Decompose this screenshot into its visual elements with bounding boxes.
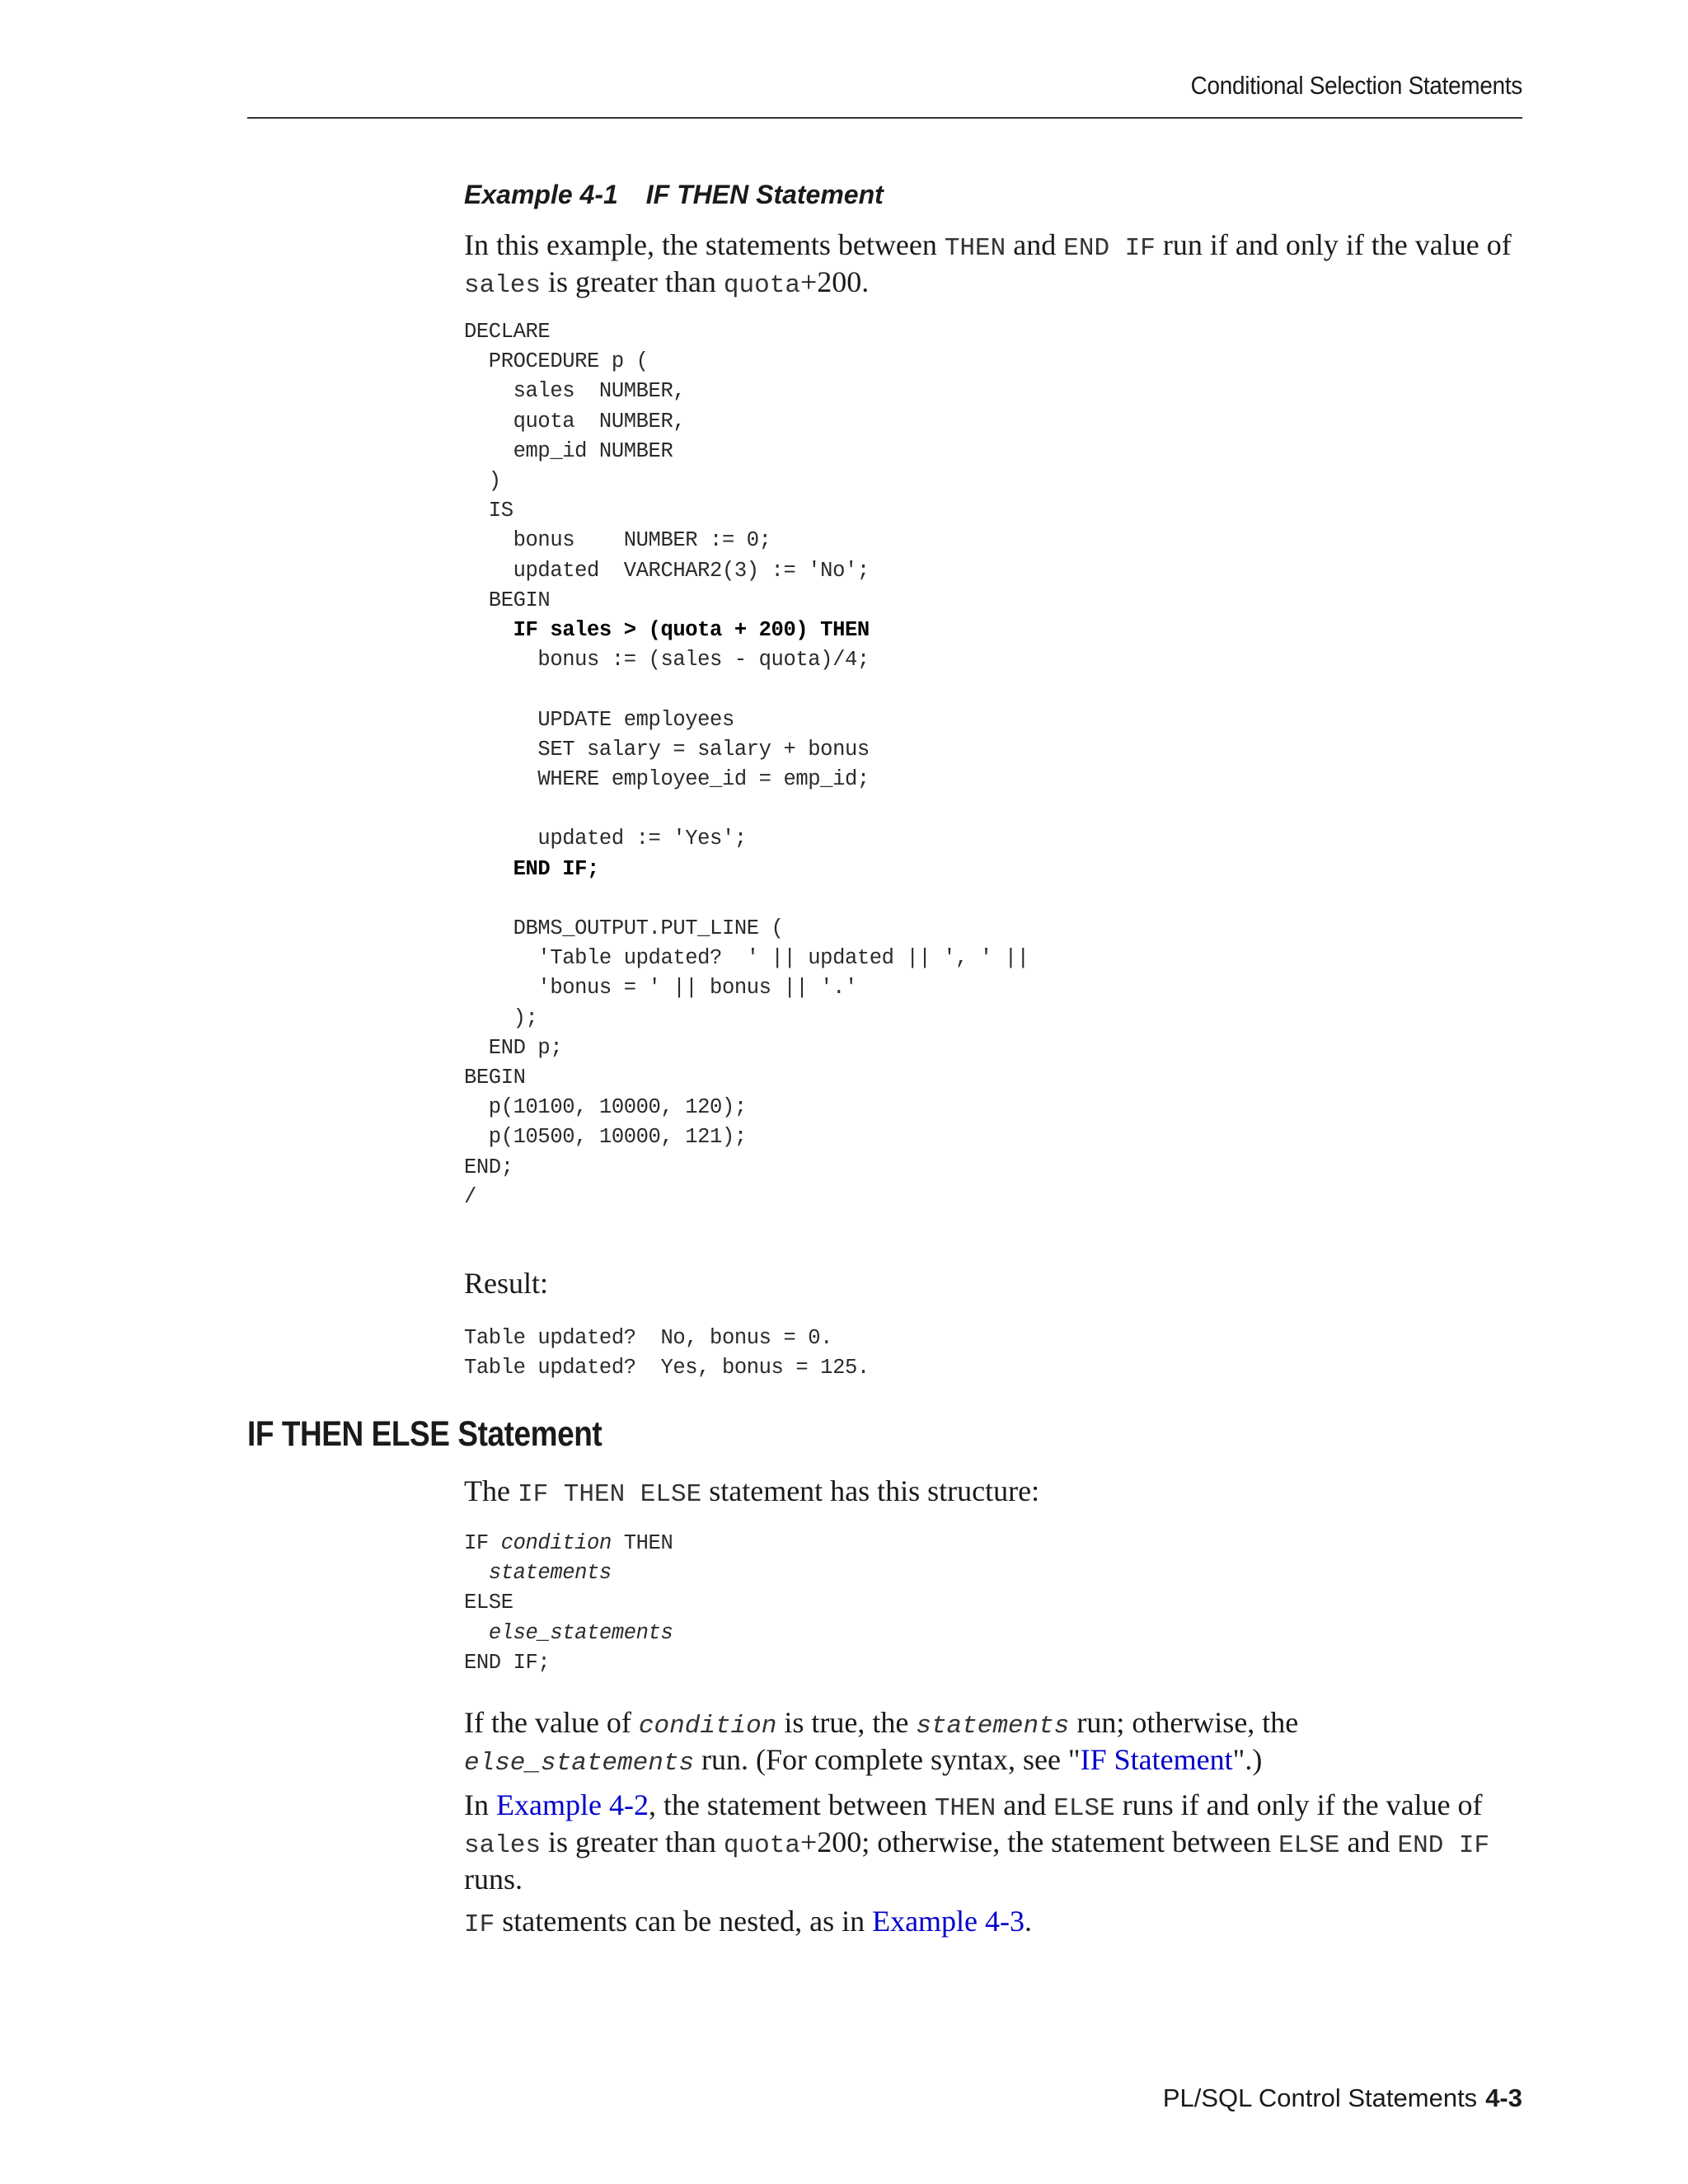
example-title <box>464 180 884 210</box>
code-line: BEGIN <box>464 1066 526 1090</box>
section-heading: IF THEN ELSE Statement <box>247 1414 603 1454</box>
page-footer <box>907 2083 1522 2113</box>
code-line: UPDATE employees <box>464 707 734 732</box>
code-line: WHERE employee_id = emp_id; <box>464 767 870 792</box>
code-line: DBMS_OUTPUT.PUT_LINE ( <box>464 916 784 941</box>
running-header: Conditional Selection Statements <box>1190 71 1522 100</box>
code-line: 'Table updated? ' || updated || ', ' || <box>464 946 1029 971</box>
result-line: Table updated? No, bonus = 0. <box>464 1326 833 1350</box>
code-line-highlight: END IF; <box>464 856 599 881</box>
paragraph-nested: IF statements can be nested, as in Example 4-3. <box>464 1905 1033 1939</box>
code-line: DECLARE <box>464 320 551 344</box>
code-line: END p; <box>464 1035 563 1060</box>
footer-book-title: PL/SQL Control Statements <box>1162 2083 1478 2112</box>
example-4-2-link[interactable]: Example 4-2 <box>496 1788 649 1821</box>
example-code-block <box>464 317 1527 1212</box>
code-line: BEGIN <box>464 588 551 612</box>
code-line: 'bonus = ' || bonus || '.' <box>464 976 857 1001</box>
example-intro: In this example, the statements between THEN and END IF run if and only if the value of sales is greater than quota+200. <box>464 228 1512 300</box>
code-line: IS <box>464 499 513 523</box>
result-block <box>464 1324 1527 1383</box>
paragraph-example-4-2: In Example 4-2, the statement between THEN and ELSE runs if and only if the value of sales is greater than quota+200; otherwise, the statement between ELSE and END IF runs. <box>464 1788 1490 1896</box>
example-label: Example 4-1 <box>464 180 618 209</box>
code-line: updated VARCHAR2(3) := 'No'; <box>464 558 870 583</box>
code-line: bonus := (sales - quota)/4; <box>464 648 870 673</box>
code-line-highlight: IF sales > (quota + 200) THEN <box>464 618 870 643</box>
structure-intro: The IF THEN ELSE statement has this structure: <box>464 1474 1040 1509</box>
example-name: IF THEN Statement <box>645 180 884 209</box>
if-statement-link[interactable]: IF Statement <box>1080 1743 1233 1776</box>
code-line: SET salary = salary + bonus <box>464 737 870 762</box>
code-line: emp_id NUMBER <box>464 438 673 463</box>
header-rule <box>247 117 1522 119</box>
code-line: p(10500, 10000, 121); <box>464 1125 747 1150</box>
example-4-3-link[interactable]: Example 4-3 <box>872 1905 1025 1938</box>
code-line: END; <box>464 1155 513 1179</box>
syntax-block: IF condition THEN statements ELSE else_statements END IF; <box>464 1531 673 1675</box>
result-line: Table updated? Yes, bonus = 125. <box>464 1356 870 1380</box>
code-line: updated := 'Yes'; <box>464 827 747 851</box>
code-line: PROCEDURE p ( <box>464 349 649 374</box>
code-line: ) <box>464 469 501 494</box>
paragraph-if-else: If the value of condition is true, the statements run; otherwise, the else_statements run. (For complete syntax, see "IF Statement".) <box>464 1706 1299 1778</box>
result-label: Result: <box>464 1267 549 1300</box>
code-line: p(10100, 10000, 120); <box>464 1095 747 1120</box>
code-line: quota NUMBER, <box>464 409 686 434</box>
page-number: 4-3 <box>1485 2083 1522 2112</box>
code-line: sales NUMBER, <box>464 379 686 404</box>
code-line: / <box>464 1184 476 1209</box>
code-line: ); <box>464 1005 538 1030</box>
code-line: bonus NUMBER := 0; <box>464 528 771 553</box>
